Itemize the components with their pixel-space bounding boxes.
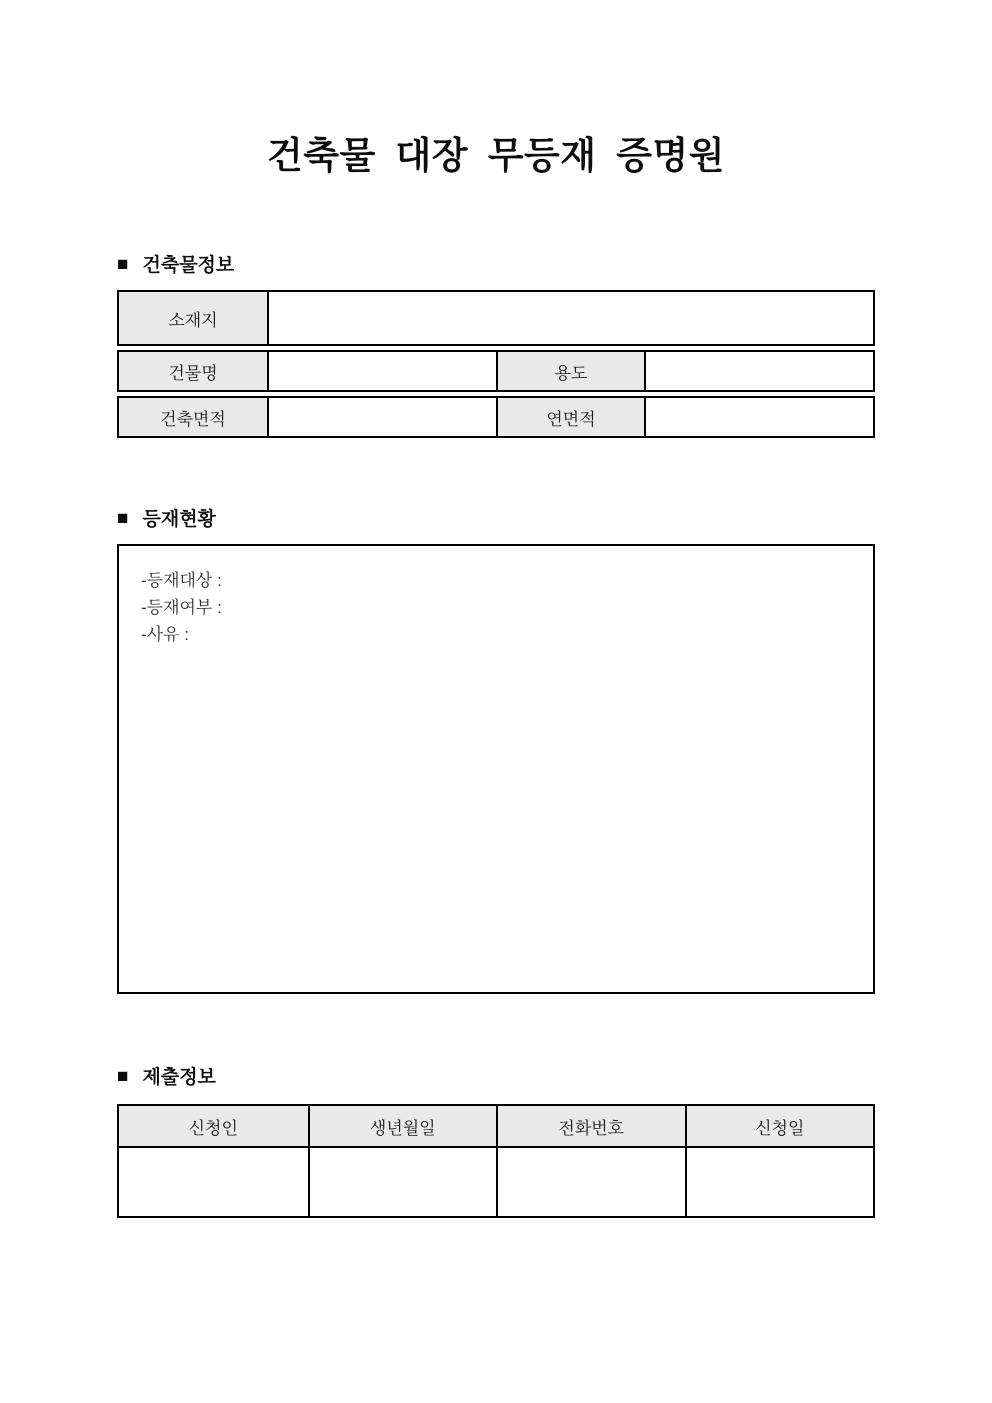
field-label-building-area: 건축면적: [119, 398, 267, 436]
building-info-table: [117, 290, 875, 438]
column-header-birth-date: 생년월일: [308, 1106, 497, 1146]
registration-state-line: -등재여부 :: [141, 598, 222, 617]
section-header-submission-info: [117, 1066, 875, 1090]
section-bullet-icon: ■: [117, 508, 129, 529]
table-row: [117, 396, 875, 438]
field-value-applicant: [119, 1148, 308, 1216]
field-label-building-name: 건물명: [119, 352, 267, 390]
section-header-building-info: [117, 254, 875, 278]
column-header-applicant: 신청인: [119, 1106, 308, 1146]
section-header-registration-status: [117, 508, 875, 532]
field-label-location: 소재지: [119, 292, 267, 344]
section-title-registration-status: 등재현황: [142, 509, 216, 530]
submission-info-table: [117, 1104, 875, 1218]
field-value-building-name: [267, 352, 496, 390]
registration-reason-line: -사유 :: [141, 625, 189, 644]
section-title-submission-info: 제출정보: [142, 1067, 216, 1088]
column-header-application-date: 신청일: [685, 1106, 874, 1146]
field-value-application-date: [685, 1148, 874, 1216]
section-title-building-info: 건축물정보: [142, 255, 235, 276]
field-label-total-floor-area: 연면적: [496, 398, 644, 436]
registration-target-line: -등재대상 :: [141, 571, 222, 590]
field-value-phone-number: [496, 1148, 685, 1216]
field-value-building-area: [267, 398, 496, 436]
field-value-total-floor-area: [644, 398, 873, 436]
field-label-use: 용도: [496, 352, 644, 390]
registration-status-box: [117, 544, 875, 994]
section-bullet-icon: ■: [117, 254, 129, 275]
column-header-phone-number: 전화번호: [496, 1106, 685, 1146]
section-bullet-icon: ■: [117, 1066, 129, 1087]
field-value-location: [267, 292, 873, 344]
field-value-use: [644, 352, 873, 390]
table-row: [117, 290, 875, 346]
field-value-birth-date: [308, 1148, 497, 1216]
document-content: [117, 0, 875, 1218]
table-header-row: [119, 1106, 873, 1148]
table-data-row: [119, 1148, 873, 1216]
document-title: 건축물 대장 무등재 증명원: [266, 135, 725, 176]
table-row: [117, 350, 875, 392]
